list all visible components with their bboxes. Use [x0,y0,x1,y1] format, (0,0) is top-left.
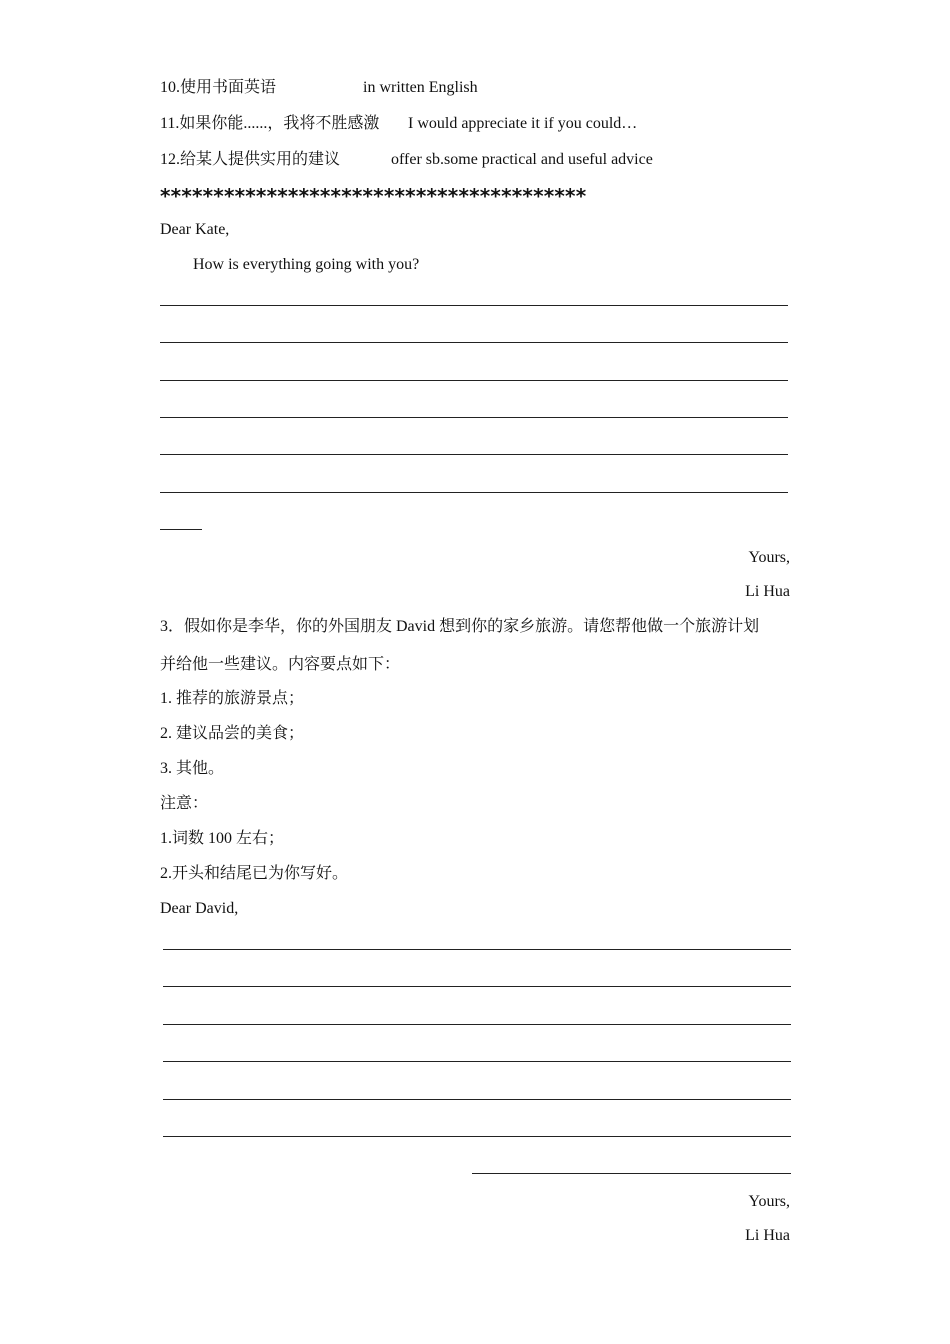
letter1-signature: Li Hua [745,583,790,600]
letter1-greeting: Dear Kate, [160,221,230,238]
task3-point-1: 1. 推荐的旅游景点； [160,690,305,707]
letter1-writing-line[interactable] [160,342,788,343]
letter1-writing-line[interactable] [160,380,788,381]
phrase-item-12-cn: 12.给某人提供实用的建议 [160,151,341,168]
letter2-writing-line[interactable] [163,1024,791,1025]
phrase-item-11-cn: 11.如果你能......，我将不胜感激 [160,115,380,132]
letter2-writing-line[interactable] [163,986,791,987]
phrase-item-12-en: offer sb.some practical and useful advice [391,151,653,168]
phrase-item-11-en: I would appreciate it if you could… [408,115,638,132]
letter2-signature: Li Hua [745,1227,790,1244]
letter2-writing-line-partial[interactable] [472,1173,791,1174]
letter2-greeting: Dear David, [160,900,239,917]
letter1-writing-line[interactable] [160,305,788,306]
task3-prompt-line2: 并给他一些建议。内容要点如下： [160,656,401,673]
task3-point-3: 3. 其他。 [160,760,225,777]
letter2-writing-line[interactable] [163,949,791,950]
task3-note-2: 2.开头和结尾已为你写好。 [160,865,349,882]
letter1-writing-line[interactable] [160,492,788,493]
letter2-writing-line[interactable] [163,1099,791,1100]
task3-point-2: 2. 建议品尝的美食； [160,725,305,742]
task3-note-1: 1.词数 100 左右； [160,830,285,847]
letter1-opening: How is everything going with you? [193,256,420,273]
task3-prompt-line1: 3．假如你是李华，你的外国朋友 David 想到你的家乡旅游。请您帮他做一个旅游计划 [160,618,760,635]
letter1-closing: Yours, [748,549,790,566]
phrase-item-10-cn: 10.使用书面英语 [160,79,277,96]
asterisk-separator: **************************************** [160,184,587,208]
letter1-writing-line[interactable] [160,454,788,455]
letter2-writing-line[interactable] [163,1061,791,1062]
letter1-writing-line-short[interactable] [160,529,202,530]
letter1-writing-line[interactable] [160,417,788,418]
letter2-writing-line[interactable] [163,1136,791,1137]
phrase-item-10-en: in written English [363,79,478,96]
task3-notes-title: 注意： [160,795,209,812]
letter2-closing: Yours, [748,1193,790,1210]
